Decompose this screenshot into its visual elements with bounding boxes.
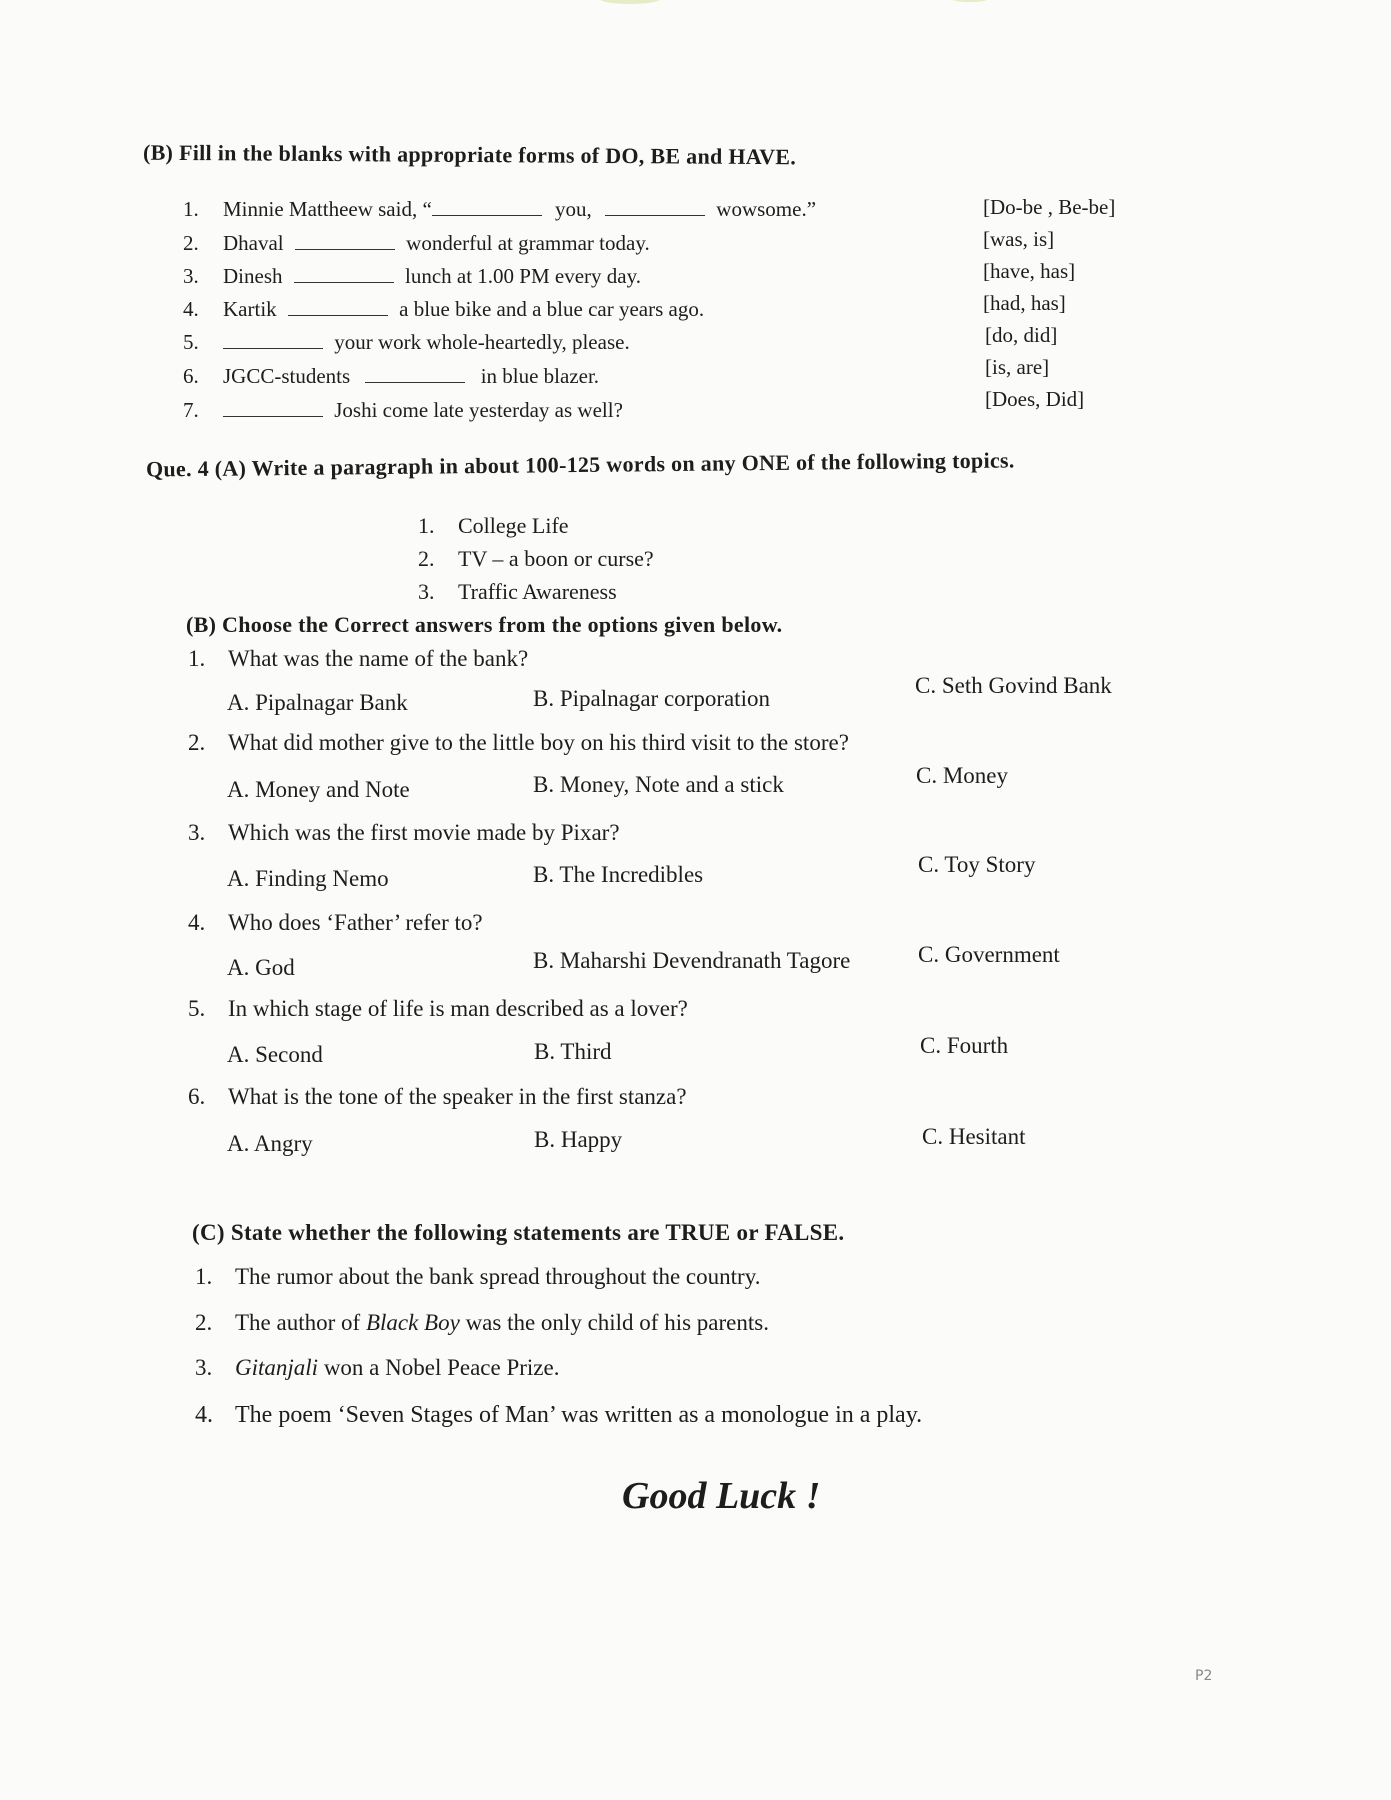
que4-heading: Que. 4 (A) Write a paragraph in about 100-125 words on any ONE of the following topics. (145, 447, 1015, 482)
mcq-4-option-c: C. Government (918, 942, 1060, 967)
mcq-1-option-a: A. Pipalnagar Bank (227, 690, 408, 715)
hint-4: [had, has] (983, 291, 1066, 315)
tf-statement-3: 3. Gitanjali won a Nobel Peace Prize. (195, 1355, 560, 1380)
tf-statement-4: 4. The poem ‘Seven Stages of Man’ was written as a monologue in a play. (195, 1402, 923, 1428)
hint-5: [do, did] (985, 323, 1058, 347)
mcq-5-option-a: A. Second (227, 1042, 323, 1067)
hint-7: [Does, Did] (985, 387, 1085, 411)
mcq-3-option-c: C. Toy Story (918, 852, 1036, 877)
mcq-6-option-b: B. Happy (534, 1127, 623, 1152)
scan-stain (600, 0, 660, 4)
mcq-question-4: 4. Who does ‘Father’ refer to? (188, 910, 483, 935)
mcq-5-option-c: C. Fourth (920, 1033, 1009, 1058)
mcq-3-option-a: A. Finding Nemo (227, 866, 389, 891)
fill-item-6: 6. JGCC-students in blue blazer. (183, 364, 600, 388)
section-b-heading: (B) Fill in the blanks with appropriate forms of DO, BE and HAVE. (142, 139, 797, 170)
topic-1: 1. College Life (418, 513, 569, 538)
page-mark: P2 (1195, 1668, 1213, 1684)
good-luck-text: Good Luck ! (622, 1475, 821, 1517)
mcq-question-6: 6. What is the tone of the speaker in the first stanza? (188, 1084, 687, 1109)
mcq-2-option-c: C. Money (916, 763, 1008, 788)
mcq-question-2: 2. What did mother give to the little boy on his third visit to the store? (188, 730, 849, 755)
hint-3: [have, has] (983, 259, 1076, 283)
mcq-question-1: 1. What was the name of the bank? (188, 646, 529, 671)
mcq-4-option-a: A. God (227, 955, 295, 980)
truefalse-heading: (C) State whether the following statements are TRUE or FALSE. (192, 1220, 845, 1245)
mcq-heading: (B) Choose the Correct answers from the options given below. (186, 612, 783, 637)
topic-2: 2. TV – a boon or curse? (418, 546, 654, 571)
fill-item-7: 7. Joshi come late yesterday as well? (183, 398, 623, 422)
fill-item-5: 5. your work whole-heartedly, please. (183, 330, 630, 354)
hint-2: [was, is] (983, 227, 1055, 251)
fill-item-1: 1. Minnie Mattheew said, “ you, wowsome.” (183, 197, 817, 221)
tf-statement-1: 1. The rumor about the bank spread throughout the country. (195, 1264, 761, 1289)
fill-item-4: 4. Kartik a blue bike and a blue car years ago. (183, 297, 705, 321)
mcq-2-option-b: B. Money, Note and a stick (533, 772, 784, 797)
mcq-2-option-a: A. Money and Note (227, 777, 410, 802)
tf-statement-2: 2. The author of Black Boy was the only child of his parents. (195, 1310, 769, 1335)
fill-item-2: 2. Dhaval wonderful at grammar today. (183, 231, 650, 255)
topic-3: 3. Traffic Awareness (418, 579, 617, 604)
mcq-6-option-a: A. Angry (227, 1131, 313, 1156)
fill-item-3: 3. Dinesh lunch at 1.00 PM every day. (183, 264, 642, 288)
mcq-1-option-b: B. Pipalnagar corporation (533, 686, 770, 711)
mcq-3-option-b: B. The Incredibles (533, 862, 704, 887)
mcq-question-3: 3. Which was the first movie made by Pixar? (188, 820, 620, 845)
mcq-6-option-c: C. Hesitant (922, 1124, 1026, 1149)
mcq-question-5: 5. In which stage of life is man described as a lover? (188, 996, 688, 1021)
hint-6: [is, are] (985, 355, 1050, 379)
mcq-4-option-b: B. Maharshi Devendranath Tagore (533, 948, 851, 973)
mcq-5-option-b: B. Third (534, 1039, 612, 1064)
scan-stain (950, 0, 990, 2)
hint-1: [Do-be , Be-be] (983, 195, 1116, 219)
mcq-1-option-c: C. Seth Govind Bank (915, 673, 1112, 698)
